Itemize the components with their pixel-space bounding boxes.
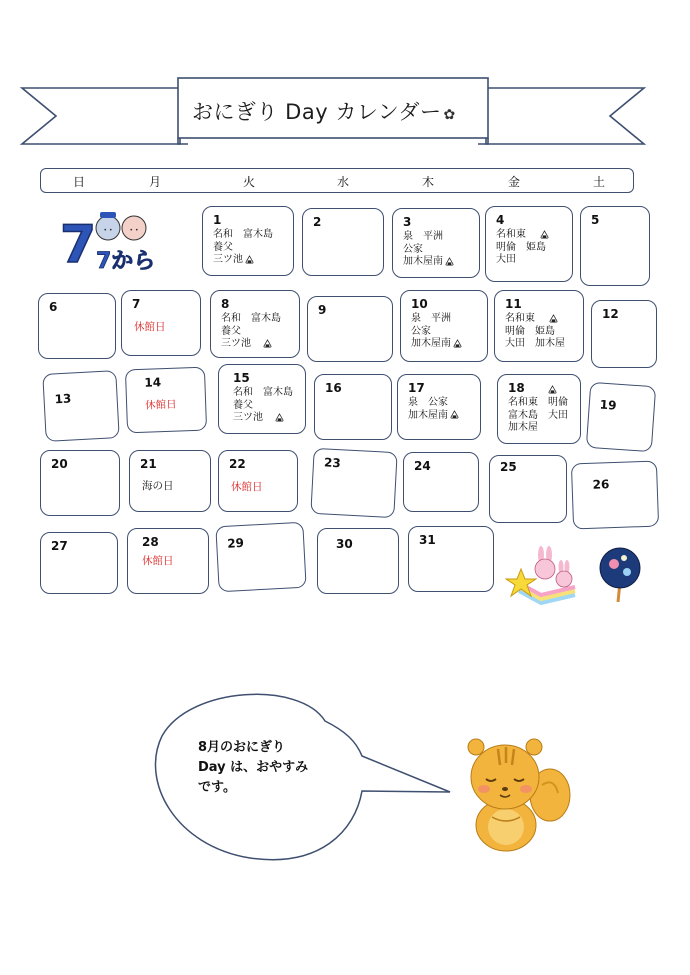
weekday-tue: 火	[242, 175, 255, 189]
day-number: 17	[408, 381, 425, 395]
day-cell-7[interactable]	[121, 290, 201, 356]
day-cell-29[interactable]	[215, 522, 306, 593]
day-number: 10	[411, 297, 428, 311]
svg-text:7から: 7から	[96, 249, 156, 274]
day-cell-25[interactable]	[489, 455, 567, 523]
weekday-thu: 木	[421, 175, 434, 189]
day-cell-21[interactable]	[129, 450, 211, 512]
svg-text:• •: • •	[103, 227, 113, 234]
day-number: 25	[500, 460, 517, 474]
weekday-header	[40, 168, 634, 193]
weekday-fri: 金	[507, 175, 520, 189]
uchiwa-fan-icon	[596, 546, 646, 604]
day-cell-24[interactable]	[403, 452, 479, 512]
location-list: 名和東 明倫 姫島 大田 加木屋	[505, 313, 565, 349]
onigiri-icon	[245, 255, 254, 264]
location-list: 名和東 明倫 姫島 大田	[496, 229, 549, 267]
onigiri-icon	[275, 413, 284, 422]
onigiri-icon	[549, 314, 558, 323]
day-number: 3	[403, 215, 412, 229]
day-cell-27[interactable]	[40, 532, 118, 594]
day-cell-13[interactable]	[42, 370, 119, 442]
svg-text:7: 7	[60, 215, 97, 274]
day-number: 9	[318, 303, 327, 317]
day-number: 27	[51, 539, 68, 553]
day-cell-2[interactable]	[302, 208, 384, 276]
weekday-sun: 日	[72, 175, 85, 189]
day-number: 8	[221, 297, 230, 311]
holiday-name: 海の日	[142, 480, 174, 492]
day-cell-9[interactable]	[307, 296, 393, 362]
day-number: 28	[142, 535, 159, 549]
day-number: 16	[325, 381, 342, 395]
onigiri-icon	[453, 339, 462, 348]
day-cell-12[interactable]	[591, 300, 657, 368]
day-cell-6[interactable]	[38, 293, 116, 359]
onigiri-icon	[263, 339, 272, 348]
day-number: 24	[414, 459, 431, 473]
day-number: 21	[140, 457, 157, 471]
day-cell-28[interactable]	[127, 528, 209, 594]
location-list: 名和 富木島 養父 三ツ池	[221, 313, 281, 349]
day-number: 23	[323, 455, 342, 471]
day-number: 6	[49, 300, 58, 314]
closed-day-label: 休館日	[134, 321, 166, 333]
day-number: 11	[505, 297, 522, 311]
closed-day-label: 休館日	[142, 555, 174, 567]
day-number: 19	[599, 397, 617, 413]
squirrel-icon	[462, 735, 574, 853]
day-cell-14[interactable]	[125, 367, 207, 434]
location-list: 泉 平洲 公家 加木屋南	[411, 313, 462, 351]
day-cell-30[interactable]	[317, 528, 399, 594]
day-number: 15	[233, 371, 250, 385]
closed-day-label: 休館日	[144, 398, 177, 412]
day-number: 2	[313, 215, 322, 229]
day-cell-17[interactable]	[397, 374, 481, 440]
day-number: 31	[419, 533, 436, 547]
day-cell-20[interactable]	[40, 450, 120, 516]
day-number: 5	[591, 213, 600, 227]
day-cell-18[interactable]	[497, 374, 581, 444]
day-number: 22	[229, 457, 246, 471]
day-cell-4[interactable]	[485, 206, 573, 282]
day-cell-1[interactable]	[202, 206, 294, 276]
day-number: 12	[602, 307, 619, 321]
day-cell-19[interactable]	[586, 382, 656, 452]
day-number: 18	[508, 381, 525, 395]
day-number: 29	[226, 535, 245, 551]
day-number: 14	[144, 375, 162, 390]
bubble-message: 8月のおにぎり Day は、おやすみ です。	[198, 740, 309, 795]
closed-day-label: 休館日	[231, 481, 263, 493]
day-cell-5[interactable]	[580, 206, 650, 286]
day-number: 1	[213, 213, 222, 227]
mascot-icon	[60, 206, 160, 274]
location-list: 名和 富木島 養父 三ツ池	[233, 387, 293, 423]
day-cell-22[interactable]	[218, 450, 298, 512]
day-cell-10[interactable]	[400, 290, 488, 362]
rabbit-star-icon	[505, 545, 583, 611]
onigiri-icon	[540, 230, 549, 239]
day-cell-26[interactable]	[571, 461, 659, 530]
weekday-sat: 土	[592, 175, 605, 189]
day-number: 30	[336, 537, 353, 551]
onigiri-icon	[548, 385, 557, 394]
day-cell-11[interactable]	[494, 290, 584, 362]
onigiri-icon	[445, 257, 454, 266]
location-list: 泉 公家 加木屋南	[408, 397, 459, 422]
onigiri-icon	[450, 410, 459, 419]
day-cell-16[interactable]	[314, 374, 392, 440]
day-cell-3[interactable]	[392, 208, 480, 278]
day-cell-31[interactable]	[408, 526, 494, 592]
day-cell-8[interactable]	[210, 290, 300, 358]
day-number: 20	[51, 457, 68, 471]
svg-text:• •: • •	[129, 227, 139, 234]
day-cell-23[interactable]	[310, 448, 397, 518]
day-number: 7	[132, 297, 141, 311]
page-title: おにぎり Day カレンダー ✿	[192, 100, 456, 124]
weekday-wed: 水	[336, 175, 349, 189]
flower-icon: ✿	[443, 107, 456, 123]
location-list: 名和 富木島 養父 三ツ池	[213, 229, 273, 265]
location-list: 名和東 明倫 富木島 大田 加木屋	[508, 397, 568, 433]
location-list: 泉 平洲 公家 加木屋南	[403, 231, 454, 269]
weekday-mon: 月	[148, 175, 161, 189]
day-number: 26	[592, 477, 610, 492]
day-cell-15[interactable]	[218, 364, 306, 434]
day-number: 13	[54, 391, 72, 407]
day-number: 4	[496, 213, 505, 227]
